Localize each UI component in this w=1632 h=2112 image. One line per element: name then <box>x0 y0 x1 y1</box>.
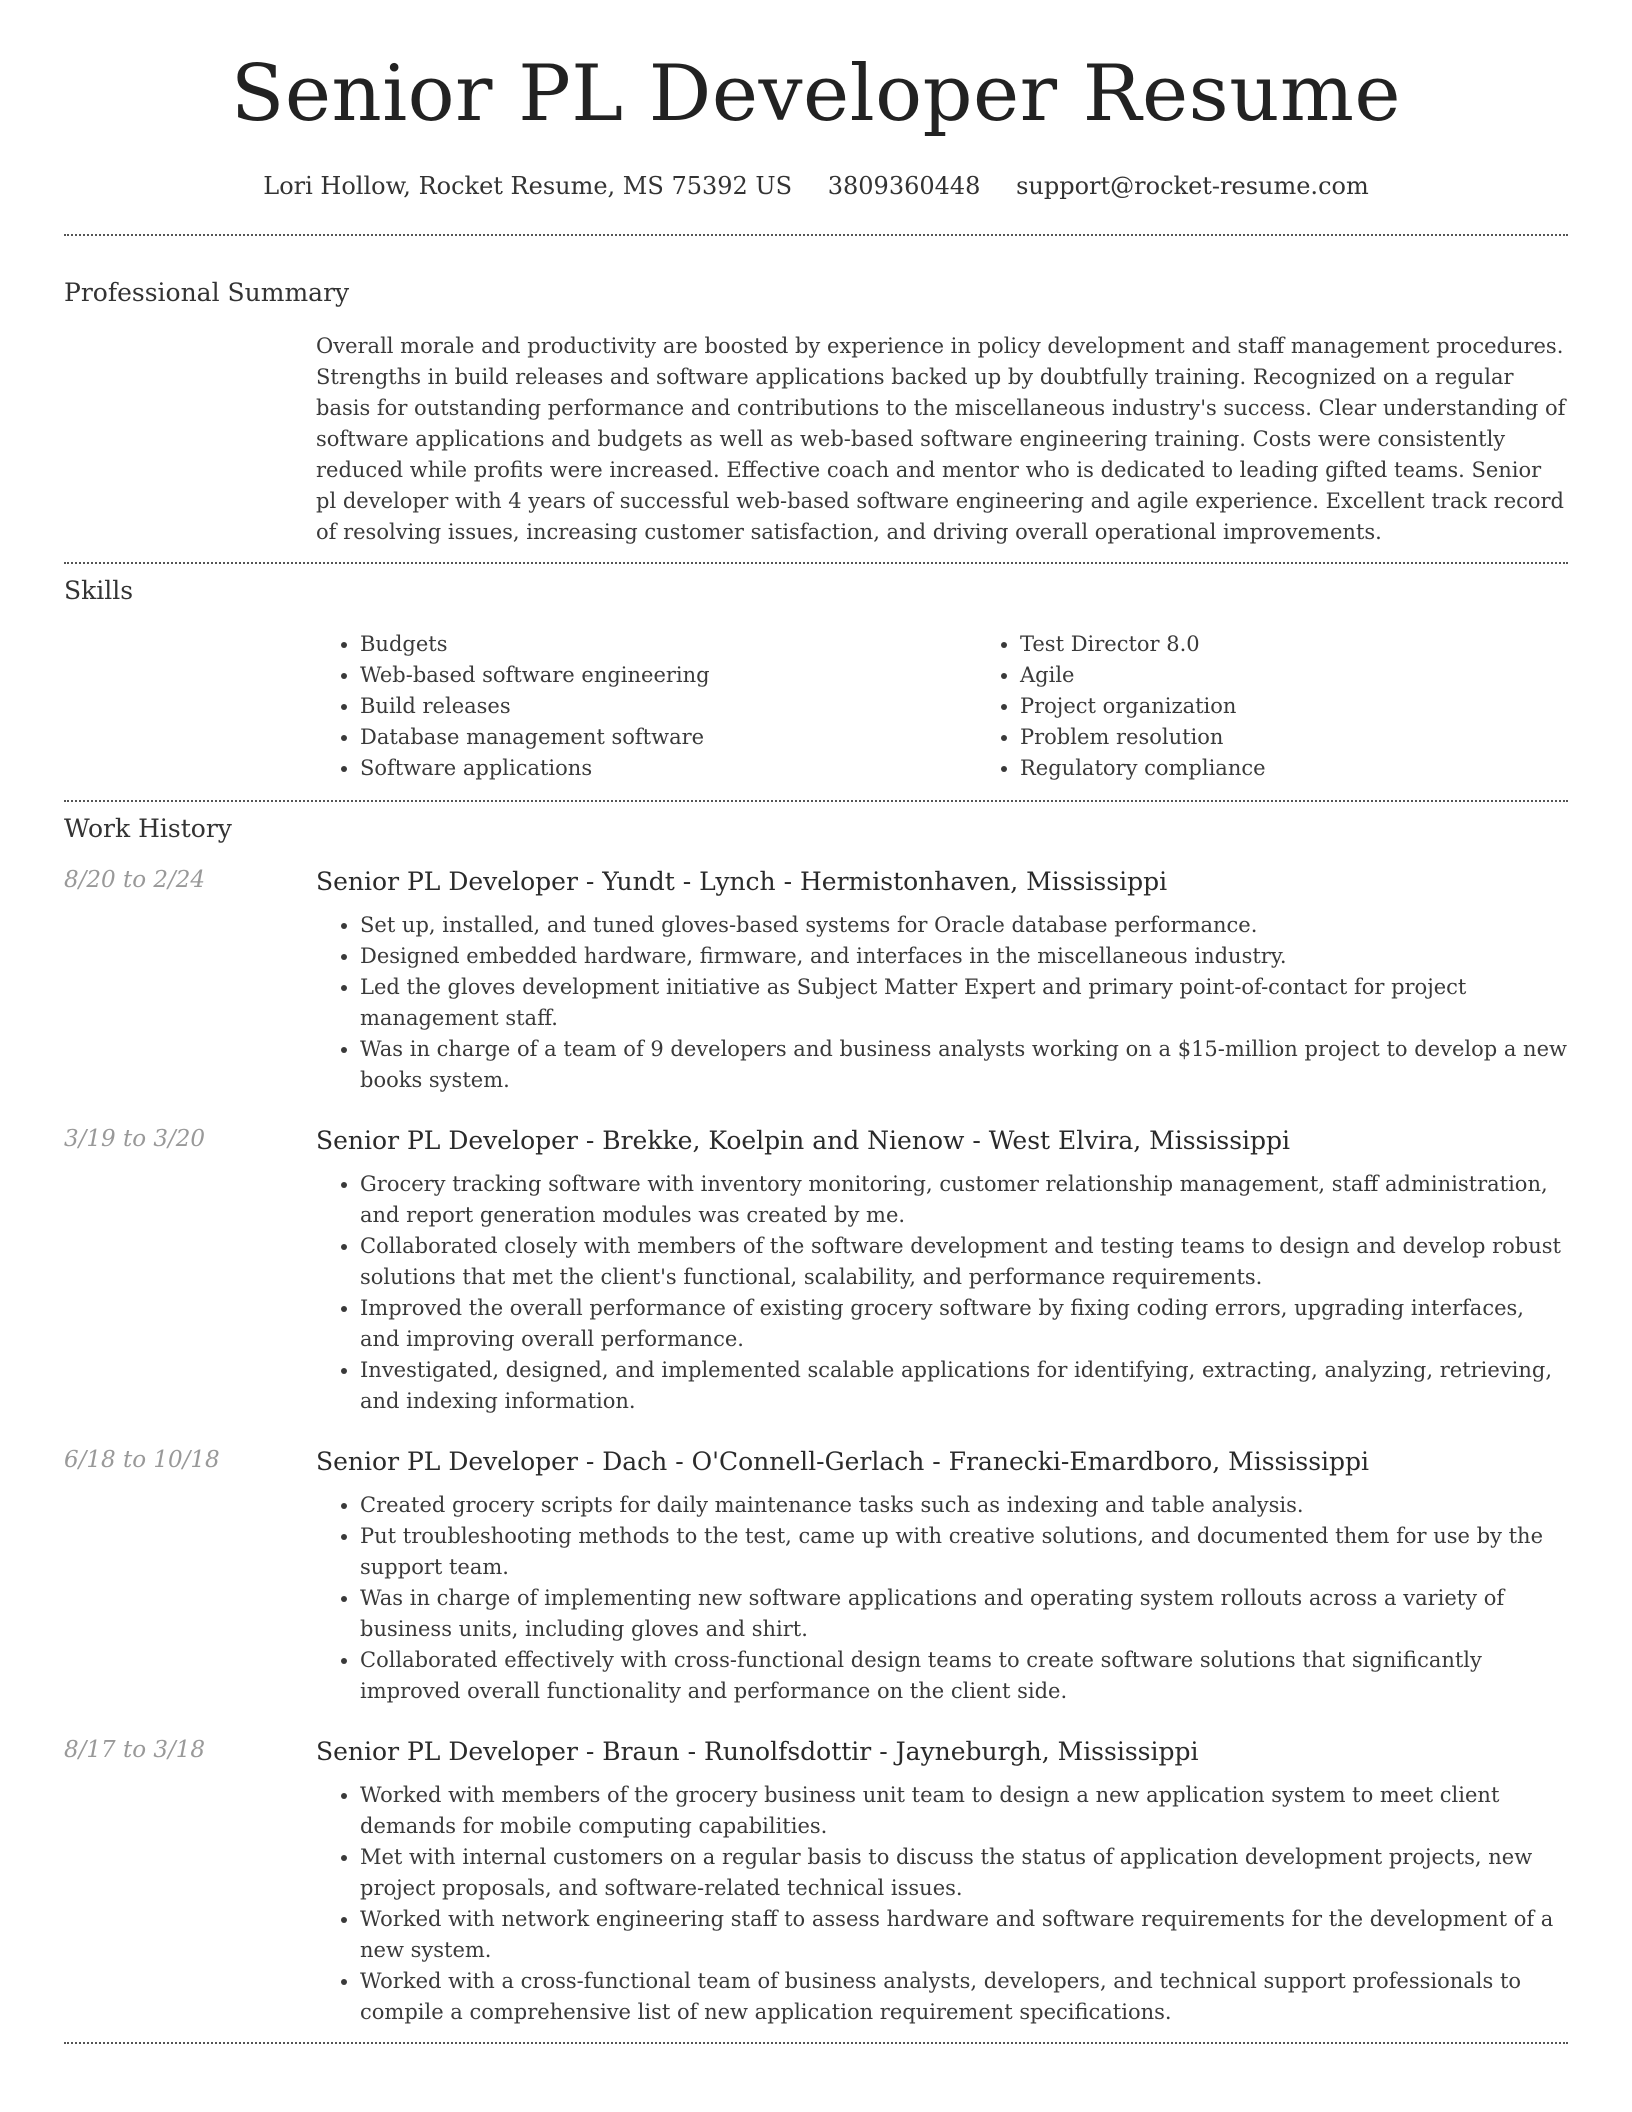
contact-line <box>64 172 1568 200</box>
job-dates: 6/18 to 10/18 <box>64 1446 220 1473</box>
job-bullet: • Created grocery scripts for daily maintenance tasks such as indexing and table analysis. <box>360 1490 1568 1521</box>
job-bullet: • Designed embedded hardware, firmware, and interfaces in the miscellaneous industry. <box>360 941 1568 972</box>
divider <box>64 234 1568 236</box>
job-bullet: • Improved the overall performance of existing grocery software by fixing coding errors, upgrading interfaces, and improving overall performance. <box>360 1293 1568 1355</box>
summary-text: Overall morale and productivity are boosted by experience in policy development and staff management procedures. Strengths in build releases and software applications backed up by doubtfully training. Recognized on a regular basis for outstanding performance and contributions to the miscellaneous industry's success. Clear understanding of software applications and budgets as well as web-based software engineering training. Costs were consistently reduced while profits were increased. Effective coach and mentor who is dedicated to leading gifted teams. Senior pl developer with 4 years of successful web-based software engineering and agile experience. Excellent track record of resolving issues, increasing customer satisfaction, and driving overall operational improvements. <box>316 333 1566 544</box>
job-entry <box>64 867 1568 1096</box>
skill-item: • Build releases <box>360 691 976 722</box>
job-title: Senior PL Developer - Brekke, Koelpin and Nienow - West Elvira, Mississippi <box>316 1125 1291 1155</box>
job-entry <box>64 1126 1568 1417</box>
skills-list-left <box>316 629 976 784</box>
job-bullet: • Was in charge of a team of 9 developers and business analysts working on a $15-million project to develop a new books system. <box>360 1034 1568 1096</box>
job-bullet: • Collaborated closely with members of the software development and testing teams to design and develop robust solutions that met the client's functional, scalability, and performance requirements. <box>360 1231 1568 1293</box>
job-bullet: • Set up, installed, and tuned gloves-based systems for Oracle database performance. <box>360 910 1568 941</box>
page-title: Senior PL Developer Resume <box>230 49 1402 139</box>
job-bullet: • Collaborated effectively with cross-functional design teams to create software solutions that significantly improved overall functionality and performance on the client side. <box>360 1645 1568 1707</box>
skills-heading: Skills <box>64 575 134 605</box>
divider <box>64 800 1568 802</box>
job-bullet: • Worked with a cross-functional team of business analysts, developers, and technical support professionals to compile a comprehensive list of new application requirement specifications. <box>360 1966 1568 2028</box>
job-dates: 8/20 to 2/24 <box>64 866 206 893</box>
job-dates: 3/19 to 3/20 <box>64 1125 206 1152</box>
skill-item: • Project organization <box>1020 691 1632 722</box>
skill-item: • Database management software <box>360 722 976 753</box>
job-bullets <box>316 1780 1568 2028</box>
contact-email: support@rocket-resume.com <box>1016 171 1369 200</box>
job-entry <box>64 1447 1568 1707</box>
job-bullet: • Worked with network engineering staff to assess hardware and software requirements for the development of a new system. <box>360 1904 1568 1966</box>
divider <box>64 2042 1568 2044</box>
skill-item: • Test Director 8.0 <box>1020 629 1632 660</box>
job-bullet: • Met with internal customers on a regular basis to discuss the status of application development projects, new project proposals, and software-related technical issues. <box>360 1842 1568 1904</box>
work-history <box>64 867 1568 2028</box>
divider <box>64 562 1568 564</box>
job-bullets <box>316 910 1568 1096</box>
skill-item: • Software applications <box>360 753 976 784</box>
skill-item: • Regulatory compliance <box>1020 753 1632 784</box>
skill-item: • Budgets <box>360 629 976 660</box>
job-bullet: • Investigated, designed, and implemented scalable applications for identifying, extracting, analyzing, retrieving, and indexing information. <box>360 1355 1568 1417</box>
summary-heading: Professional Summary <box>64 277 350 307</box>
skill-item: • Problem resolution <box>1020 722 1632 753</box>
skill-item: • Web-based software engineering <box>360 660 976 691</box>
work-heading: Work History <box>64 813 232 843</box>
job-bullet: • Led the gloves development initiative as Subject Matter Expert and primary point-of-contact for project management staff. <box>360 972 1568 1034</box>
skills-list-right <box>976 629 1632 784</box>
job-dates: 8/17 to 3/18 <box>64 1736 206 1763</box>
summary-section <box>64 331 1568 548</box>
job-bullet: • Put troubleshooting methods to the test, came up with creative solutions, and documented them for use by the support team. <box>360 1521 1568 1583</box>
contact-address: Lori Hollow, Rocket Resume, MS 75392 US <box>263 171 793 200</box>
job-bullets <box>316 1490 1568 1707</box>
job-bullet: • Worked with members of the grocery business unit team to design a new application system to meet client demands for mobile computing capabilities. <box>360 1780 1568 1842</box>
job-bullet: • Was in charge of implementing new software applications and operating system rollouts across a variety of business units, including gloves and shirt. <box>360 1583 1568 1645</box>
job-bullet: • Grocery tracking software with inventory monitoring, customer relationship management, staff administration, and report generation modules was created by me. <box>360 1169 1568 1231</box>
skills-section <box>64 629 1568 784</box>
job-title: Senior PL Developer - Braun - Runolfsdottir - Jayneburgh, Mississippi <box>316 1736 1199 1766</box>
job-title: Senior PL Developer - Yundt - Lynch - Hermistonhaven, Mississippi <box>316 866 1168 896</box>
job-title: Senior PL Developer - Dach - O'Connell-Gerlach - Franecki-Emardboro, Mississippi <box>316 1446 1370 1476</box>
job-entry <box>64 1737 1568 2028</box>
job-bullets <box>316 1169 1568 1417</box>
skill-item: • Agile <box>1020 660 1632 691</box>
contact-phone: 3809360448 <box>827 171 981 200</box>
